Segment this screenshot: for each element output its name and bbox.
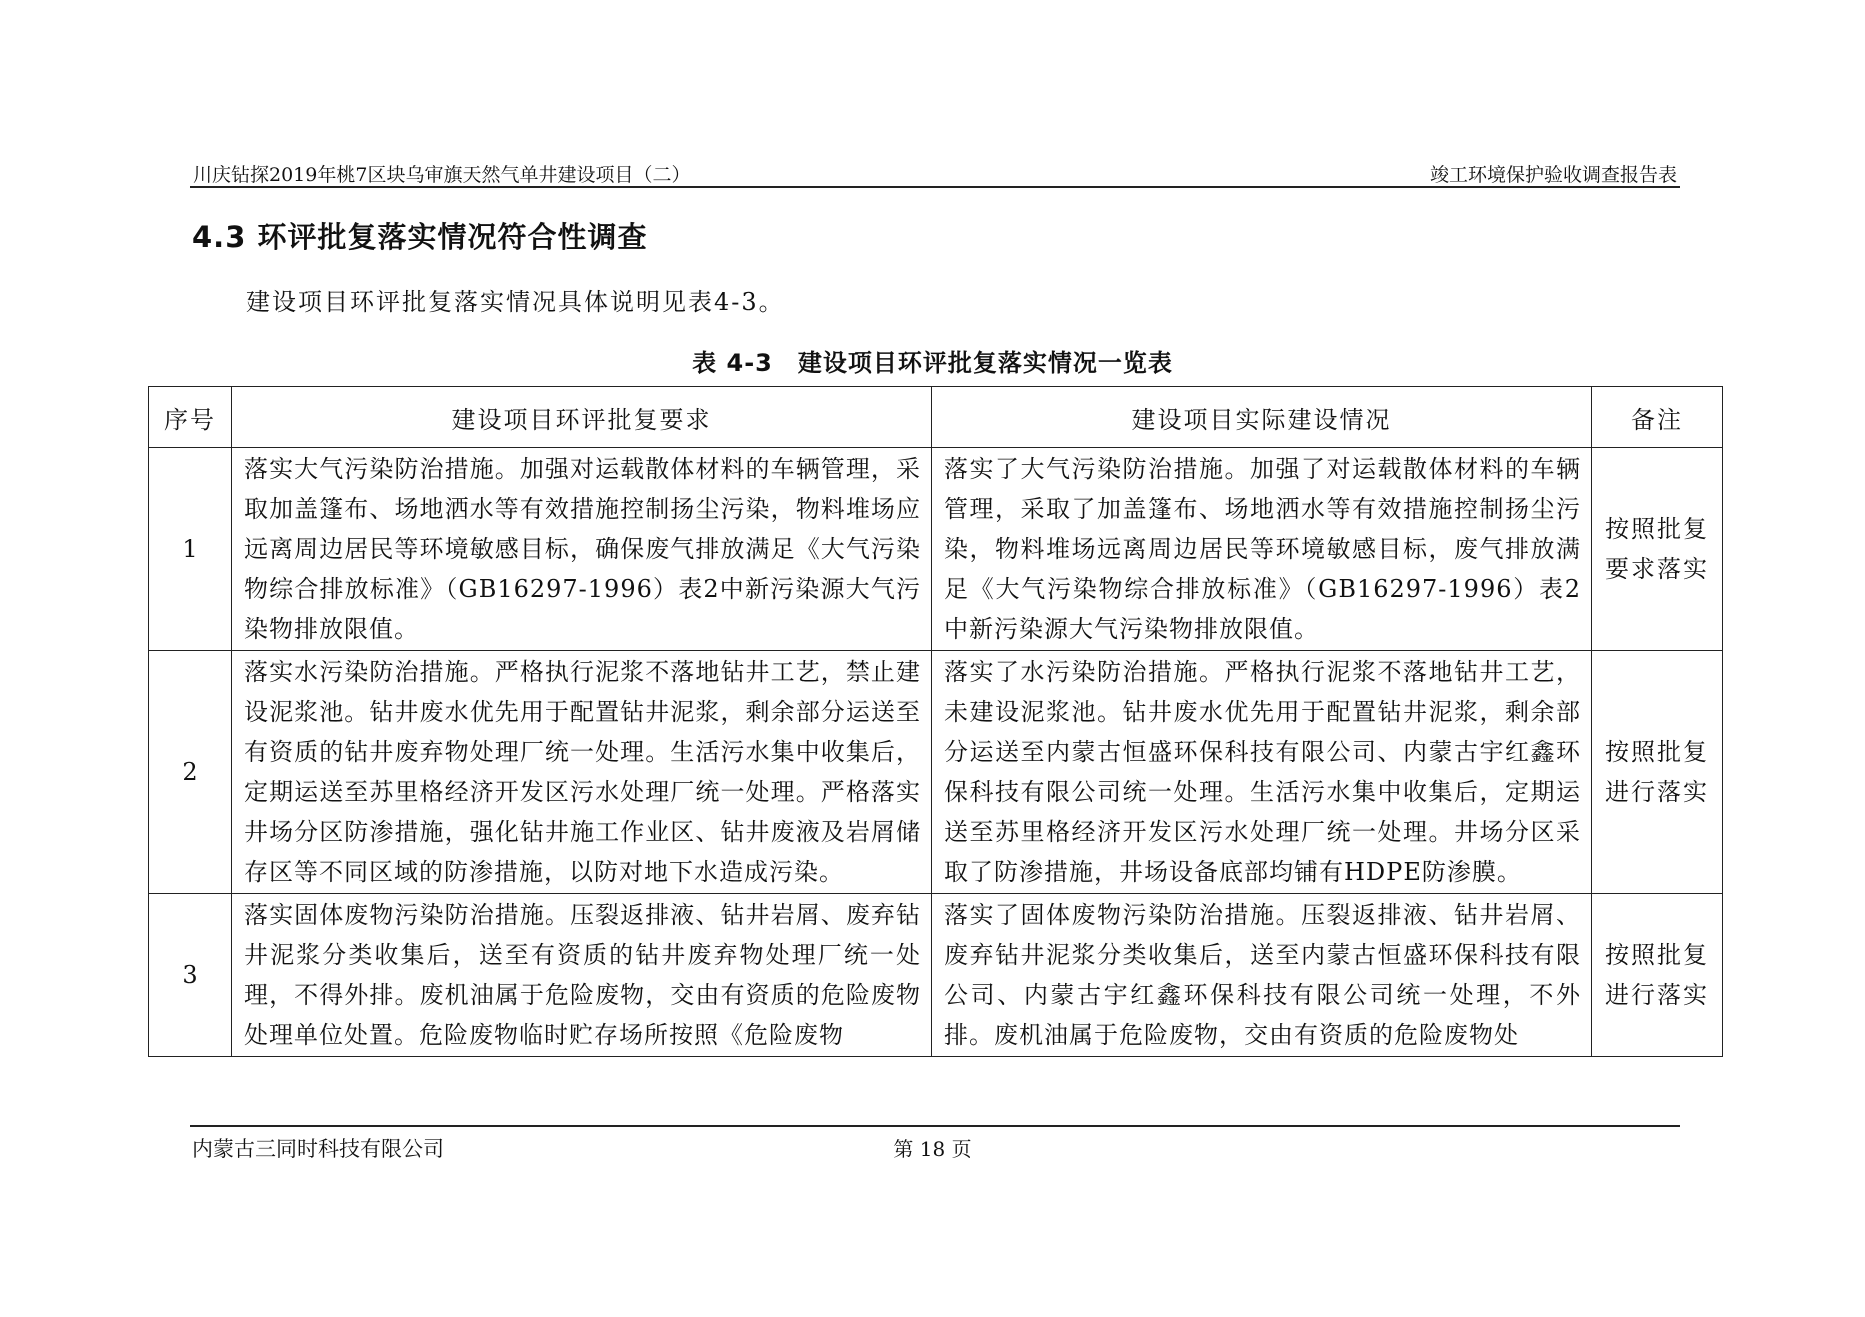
row-note: 按照批复进行落实 — [1592, 894, 1723, 1057]
row-requirement: 落实水污染防治措施。严格执行泥浆不落地钻井工艺，禁止建设泥浆池。钻井废水优先用于配置钻井泥浆，剩余部分运送至有资质的钻井废弃物处理厂统一处理。生活污水集中收集后，定期运送至苏里格经济开发区污水处理厂统一处理。严格落实井场分区防渗措施，强化钻井施工作业区、钻井废液及岩屑储存区等不同区域的防渗措施，以防对地下水造成污染。 — [232, 651, 932, 894]
table-caption: 表 4-3 建设项目环评批复落实情况一览表 — [692, 349, 1173, 377]
page-header — [190, 160, 1680, 188]
footer-company: 内蒙古三同时科技有限公司 — [192, 1137, 444, 1161]
section-title: 4.3 环评批复落实情况符合性调查 — [192, 220, 648, 254]
row-requirement: 落实固体废物污染防治措施。压裂返排液、钻井岩屑、废弃钻井泥浆分类收集后，送至有资质的钻井废弃物处理厂统一处理，不得外排。废机油属于危险废物，交由有资质的危险废物处理单位处置。危险废物临时贮存场所按照《危险废物 — [232, 894, 932, 1057]
table-row — [149, 448, 1723, 651]
row-note: 按照批复要求落实 — [1592, 448, 1723, 651]
row-number: 3 — [149, 894, 232, 1057]
page-number: 第 18 页 — [893, 1137, 972, 1161]
row-actual: 落实了水污染防治措施。严格执行泥浆不落地钻井工艺，未建设泥浆池。钻井废水优先用于配置钻井泥浆，剩余部分运送至内蒙古恒盛环保科技有限公司、内蒙古宇红鑫环保科技有限公司统一处理。生活污水集中收集后，定期运送至苏里格经济开发区污水处理厂统一处理。井场分区采取了防渗措施，井场设备底部均铺有HDPE防渗膜。 — [932, 651, 1592, 894]
table-header-row — [149, 387, 1723, 448]
header-project-name: 川庆钻探2019年桃7区块乌审旗天然气单井建设项目（二） — [193, 164, 691, 186]
row-actual: 落实了大气污染防治措施。加强了对运载散体材料的车辆管理，采取了加盖篷布、场地洒水等有效措施控制扬尘污染，物料堆场远离周边居民等环境敏感目标，废气排放满足《大气污染物综合排放标准》（GB16297-1996）表2中新污染源大气污染物排放限值。 — [932, 448, 1592, 651]
header-cell-actual: 建设项目实际建设情况 — [932, 387, 1592, 448]
table-row — [149, 894, 1723, 1057]
header-divider — [190, 186, 1680, 188]
compliance-table — [148, 386, 1723, 1057]
header-cell-note: 备注 — [1592, 387, 1723, 448]
table-row — [149, 651, 1723, 894]
header-cell-no: 序号 — [149, 387, 232, 448]
header-report-type: 竣工环境保护验收调查报告表 — [1429, 164, 1677, 186]
intro-paragraph: 建设项目环评批复落实情况具体说明见表4-3。 — [246, 288, 785, 316]
row-requirement: 落实大气污染防治措施。加强对运载散体材料的车辆管理，采取加盖篷布、场地洒水等有效措施控制扬尘污染，物料堆场应远离周边居民等环境敏感目标，确保废气排放满足《大气污染物综合排放标准》（GB16297-1996）表2中新污染源大气污染物排放限值。 — [232, 448, 932, 651]
row-number: 2 — [149, 651, 232, 894]
row-actual: 落实了固体废物污染防治措施。压裂返排液、钻井岩屑、废弃钻井泥浆分类收集后，送至内蒙古恒盛环保科技有限公司、内蒙古宇红鑫环保科技有限公司统一处理，不外排。废机油属于危险废物，交由有资质的危险废物处 — [932, 894, 1592, 1057]
row-number: 1 — [149, 448, 232, 651]
footer-divider — [190, 1125, 1680, 1127]
header-cell-requirement: 建设项目环评批复要求 — [232, 387, 932, 448]
row-note: 按照批复进行落实 — [1592, 651, 1723, 894]
